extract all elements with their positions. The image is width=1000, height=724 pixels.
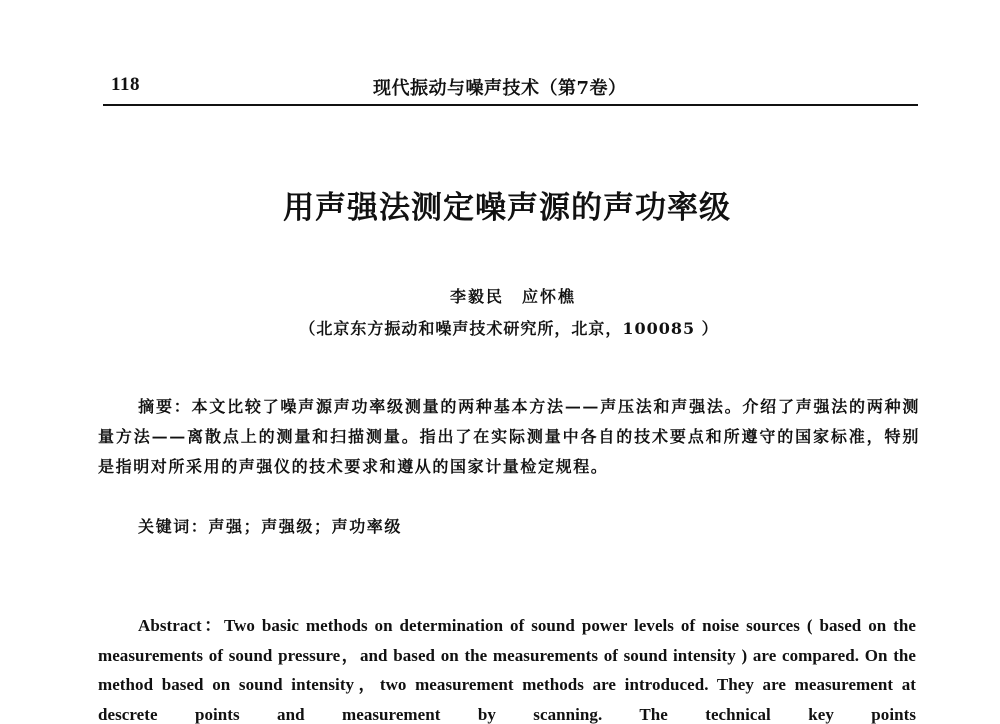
english-abstract-separator: ： [201,616,224,635]
authors: 李毅民 应怀樵 [449,287,576,306]
chinese-abstract-text: 本文比较了噪声源声功率级测量的两种基本方法——声压法和声强法。介绍了声强法的两种测量方法——离散点上的测量和扫描测量。指出了在实际测量中各自的技术要点和所遵守的国家标准，特别是指明对所采用的声强仪的技术要求和遵从的国家计量检定规程。 [98,397,920,476]
keywords [138,514,402,537]
chinese-abstract [98,392,920,482]
chinese-abstract-label: 摘要： [138,397,192,416]
header-rule [103,104,918,106]
keywords-label: 关键词： [138,517,209,536]
keywords-text: 声强；声强级；声功率级 [208,517,403,536]
english-abstract-label: Abstract [138,616,202,635]
paper-title: 用声强法测定噪声源的声功率级 [283,190,731,226]
english-abstract [98,611,916,724]
journal-title: 现代振动与噪声技术（第7卷） [373,78,627,99]
page-number: 118 [111,74,140,95]
affiliation: （北京东方振动和噪声技术研究所，北京，100085 ） [299,319,719,338]
running-head [103,70,918,104]
english-abstract-text: Two basic methods on determination of sound power levels of noise sources ( based on the measurements of sound pressure，and based on the measurements of sound intensity ) are compared. On the method based on sound intensity，two measurement methods are introduced. They are measurement at descrete points and measurement by scanning. The technical key points [98,616,916,724]
